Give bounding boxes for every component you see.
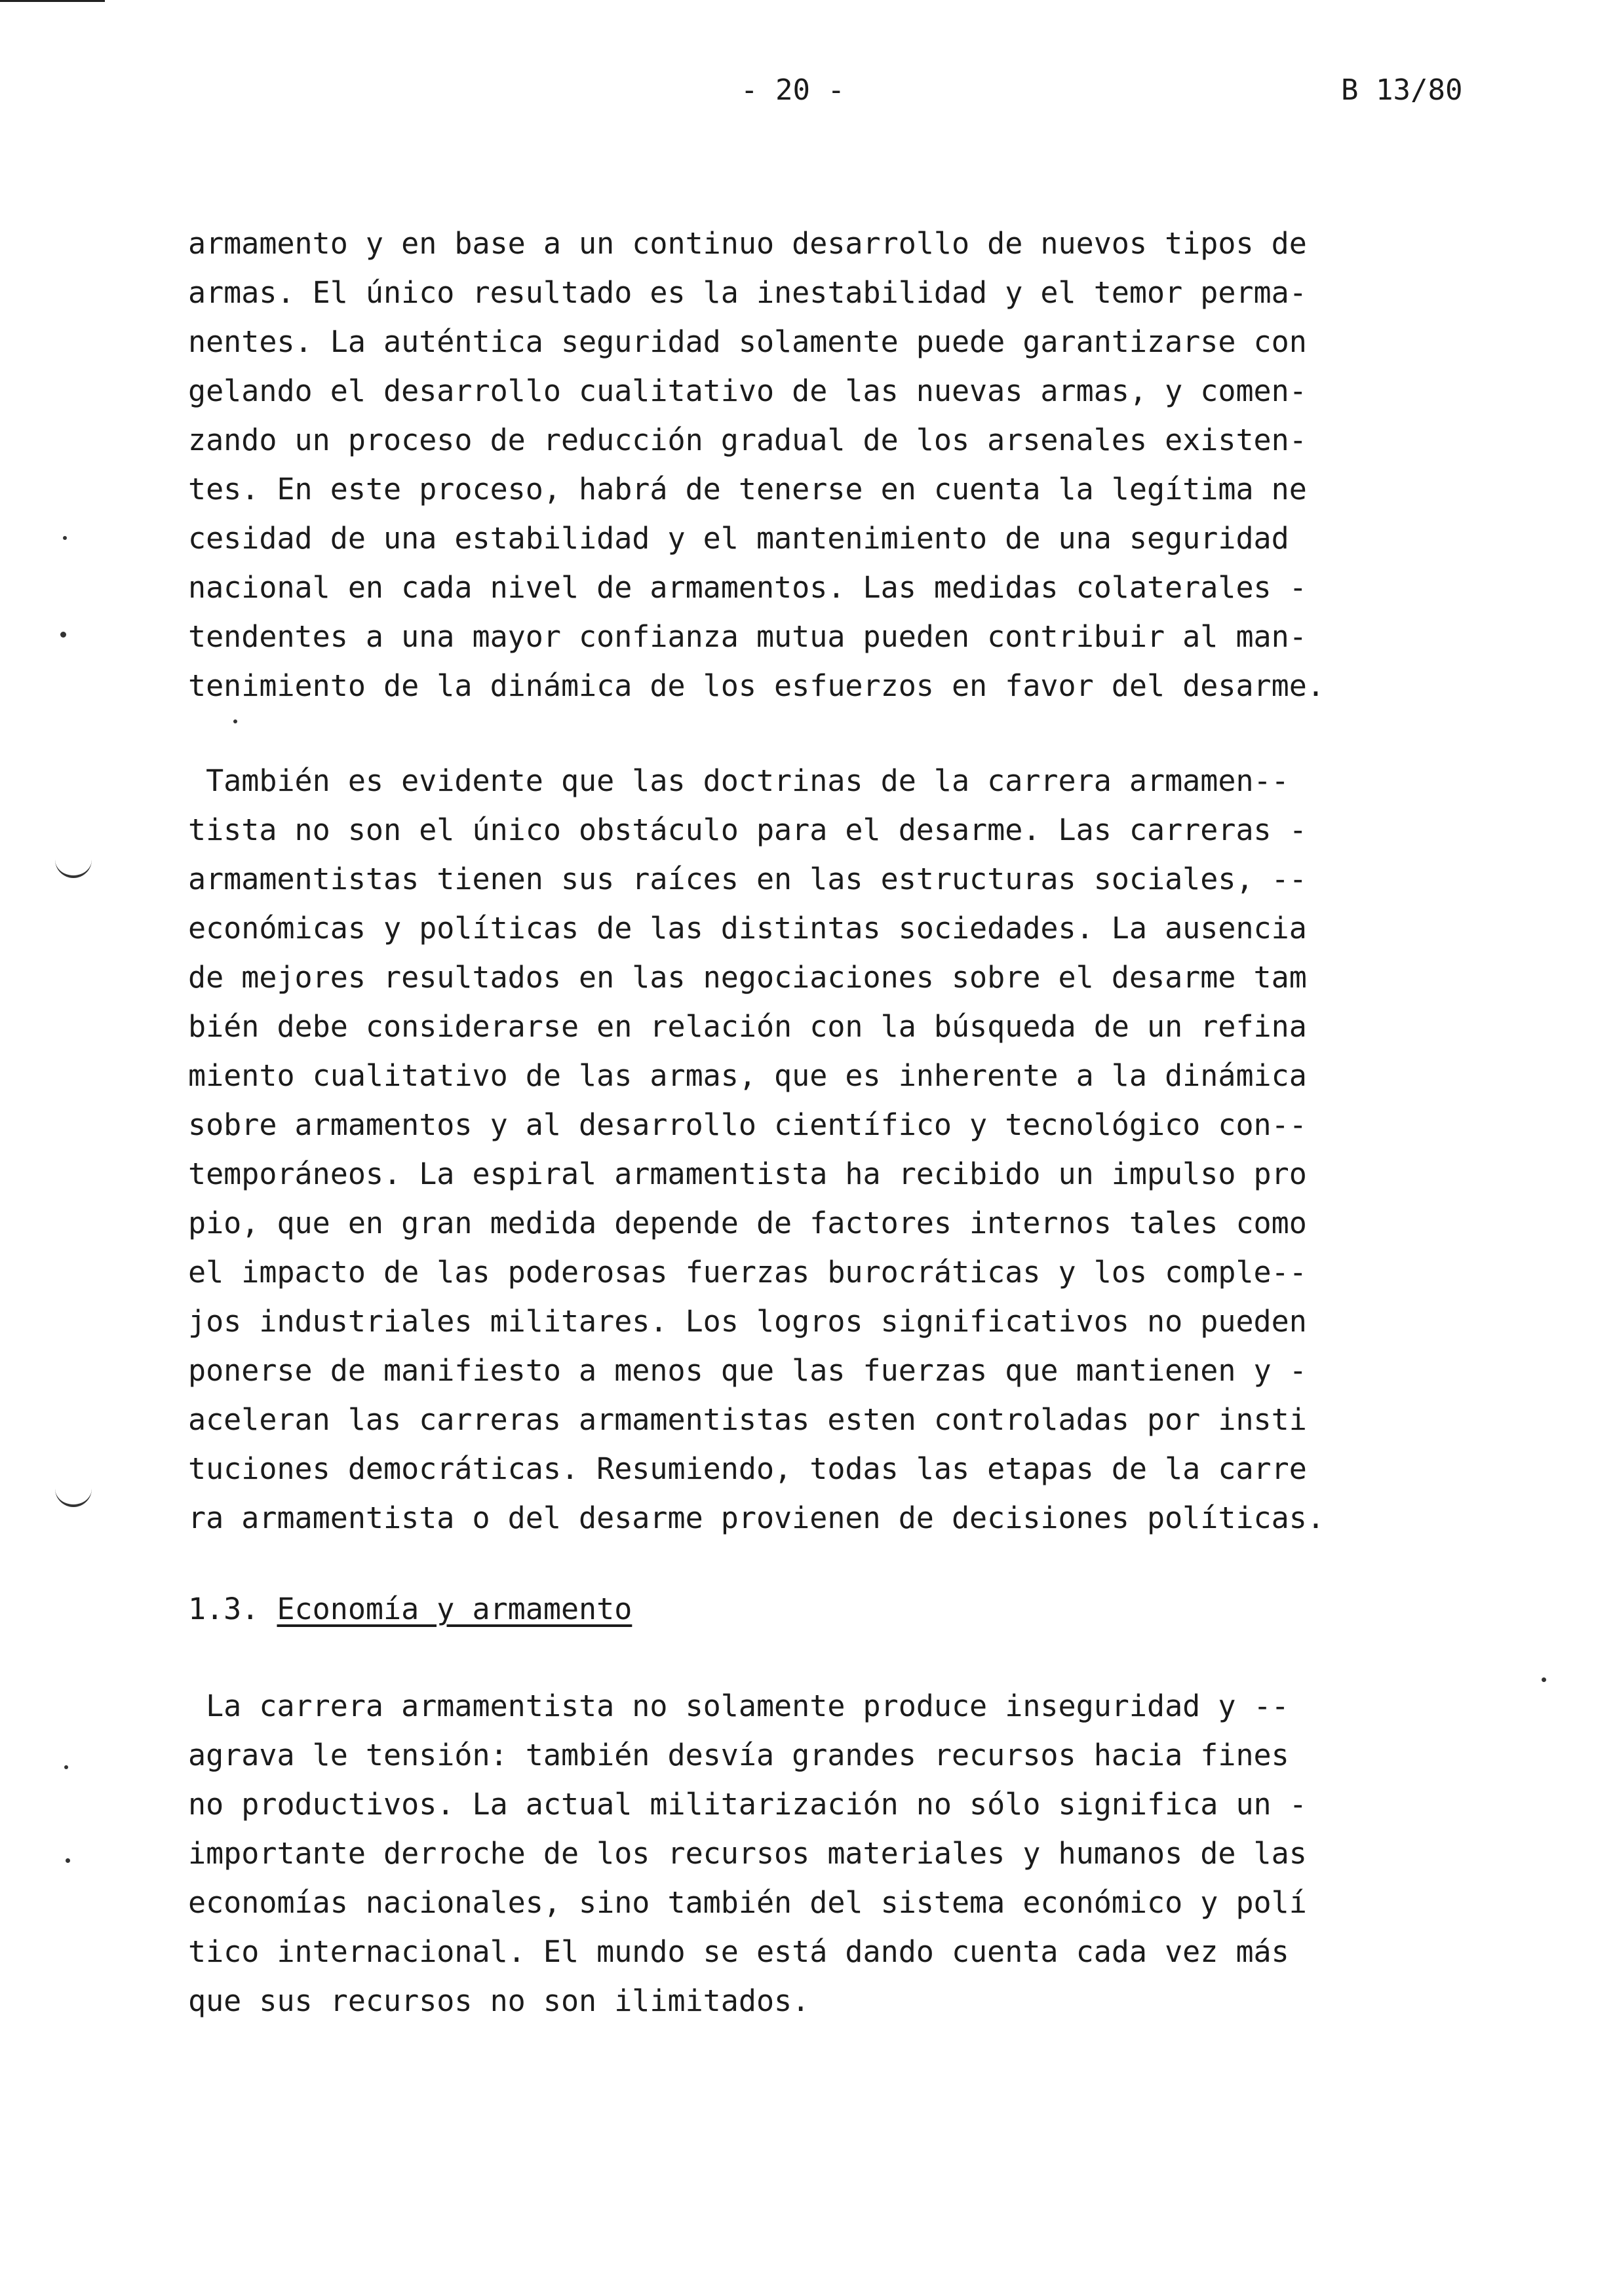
text-line: económicas y políticas de las distintas sociedades. La ausencia <box>188 911 1307 946</box>
text-line: que sus recursos no son ilimitados. <box>188 1983 810 2018</box>
text-line: zando un proceso de reducción gradual de los arsenales existen- <box>188 423 1307 457</box>
text-line: economías nacionales, sino también del sistema económico y polí <box>188 1885 1307 1920</box>
margin-dot <box>1542 1677 1546 1682</box>
text-line: tuciones democráticas. Resumiendo, todas las etapas de la carre <box>188 1451 1307 1486</box>
paragraph-2 <box>188 756 1519 1542</box>
text-line: ponerse de manifiesto a menos que las fuerzas que mantienen y - <box>188 1353 1307 1388</box>
text-line: miento cualitativo de las armas, que es inherente a la dinámica <box>188 1058 1307 1093</box>
text-line: bién debe considerarse en relación con la búsqueda de un refina <box>188 1009 1307 1044</box>
text-line: También es evidente que las doctrinas de la carrera armamen-- <box>188 763 1289 798</box>
text-line: ra armamentista o del desarme provienen de decisiones políticas. <box>188 1501 1325 1535</box>
text-line: tenimiento de la dinámica de los esfuerzos en favor del desarme. <box>188 668 1325 703</box>
text-line: armas. El único resultado es la inestabilidad y el temor perma- <box>188 275 1307 310</box>
text-line: gelando el desarrollo cualitativo de las nuevas armas, y comen- <box>188 373 1307 408</box>
paragraph-3 <box>188 1681 1519 2025</box>
margin-bracket-mark <box>55 856 92 878</box>
text-line: el impacto de las poderosas fuerzas burocráticas y los comple-- <box>188 1255 1307 1290</box>
text-line: tendentes a una mayor confianza mutua pueden contribuir al man- <box>188 619 1307 654</box>
text-line: no productivos. La actual militarización no sólo significa un - <box>188 1787 1307 1822</box>
text-line: tista no son el único obstáculo para el desarme. Las carreras - <box>188 813 1307 847</box>
text-line: armamentistas tienen sus raíces en las estructuras sociales, -- <box>188 862 1307 896</box>
text-line: importante derroche de los recursos materiales y humanos de las <box>188 1836 1307 1871</box>
text-line: temporáneos. La espiral armamentista ha recibido un impulso pro <box>188 1157 1307 1191</box>
margin-dot <box>66 1858 70 1863</box>
margin-dot <box>63 536 67 540</box>
text-line: cesidad de una estabilidad y el mantenimiento de una seguridad <box>188 521 1289 556</box>
text-line: nentes. La auténtica seguridad solamente puede garantizarse con <box>188 324 1307 359</box>
document-reference: B 13/80 <box>1341 73 1463 107</box>
text-line: armamento y en base a un continuo desarrollo de nuevos tipos de <box>188 226 1307 261</box>
text-line: jos industriales militares. Los logros significativos no pueden <box>188 1304 1307 1339</box>
margin-dot <box>64 1765 68 1769</box>
text-line: tes. En este proceso, habrá de tenerse en cuenta la legítima ne <box>188 472 1307 507</box>
section-heading <box>188 1584 632 1634</box>
paragraph-1 <box>188 219 1519 710</box>
text-line: La carrera armamentista no solamente produce inseguridad y -- <box>188 1689 1289 1723</box>
section-number: 1.3. <box>188 1592 260 1626</box>
margin-dot <box>233 719 237 723</box>
text-line: de mejores resultados en las negociaciones sobre el desarme tam <box>188 960 1307 995</box>
text-line: pio, que en gran medida depende de factores internos tales como <box>188 1206 1307 1240</box>
text-line: nacional en cada nivel de armamentos. Las medidas colaterales - <box>188 570 1307 605</box>
scan-edge-line <box>0 0 105 2</box>
text-line: agrava le tensión: también desvía grandes recursos hacia fines <box>188 1738 1289 1772</box>
text-line: aceleran las carreras armamentistas esten controladas por insti <box>188 1402 1307 1437</box>
text-line: tico internacional. El mundo se está dando cuenta cada vez más <box>188 1934 1289 1969</box>
text-line: sobre armamentos y al desarrollo científico y tecnológico con-- <box>188 1107 1307 1142</box>
margin-bracket-mark <box>55 1485 92 1507</box>
margin-dot <box>60 632 66 638</box>
page-number: - 20 - <box>741 73 845 107</box>
section-title: Economía y armamento <box>277 1592 632 1626</box>
